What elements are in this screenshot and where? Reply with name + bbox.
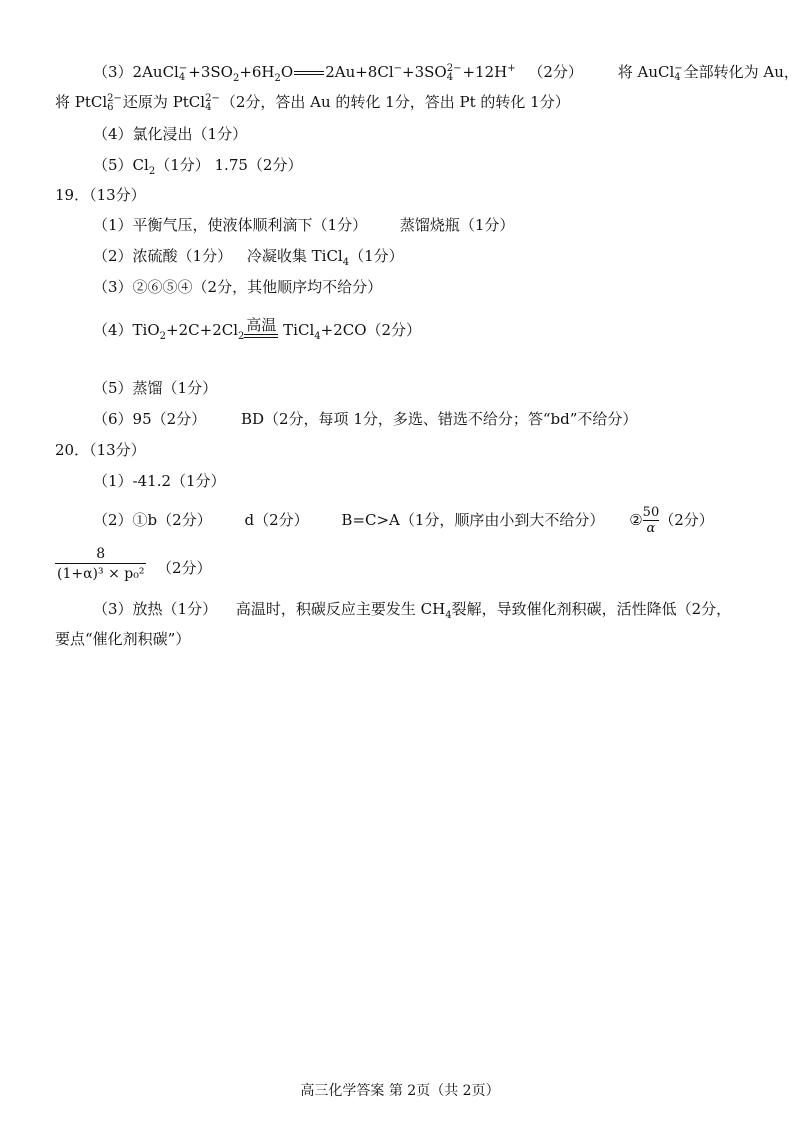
- q18-p5: $(5)Cl_2(1$分） 1.75（2分）: [93, 156, 303, 177]
- q19-p2: （2）浓硫酸（1分） 冷凝收集 TiCl$_4$（1分）: [93, 247, 404, 268]
- fraction-kp-expression: 8 (1+α)³ × p₀²: [57, 546, 145, 582]
- q20-p3: （3）放热（1分） 高温时，积碳反应主要发生 $CH_4$裂解，导致催化剂积碳，活性降低（2分，: [93, 600, 732, 621]
- q19-p4: $(4)TiO_2+2C+2Cl_2$ 高温 TiCl$_4$+2CO（2分）: [93, 316, 422, 342]
- q18-p3-line2: 将 PtCl 2− 6 还原为 PtCl 2− 4 （2分，答出 Au 的转化 1分，答出 Pt 的转化 1分）: [55, 93, 570, 113]
- q20-header: 20．（13分）: [55, 441, 146, 459]
- q18-p3-label: （3）: [93, 63, 133, 81]
- q20-p1: （1）-41.2（1分）: [93, 472, 226, 490]
- q19-p3: （3）②⑥⑤④（2分，其他顺序均不给分）: [93, 278, 383, 296]
- q20-p2: （2）①b（2分） d（2分） B=C>A（1分，顺序由小到大不给分） ② $\frac{50}{\alpha}$ （2分）: [93, 505, 714, 536]
- equals-sign: [294, 71, 324, 75]
- q18-p3-line1: （3）2AuCl − 4 $+3SO_2+6H_2O$ 2Au+8Cl−+3SO 2− 4 +12H+ （2分） 将 AuCl − 4 全部转化为 Au，: [93, 63, 799, 84]
- fraction-50-alpha: $\frac{50}{\alpha}$: [642, 505, 660, 536]
- q20-p2-frac2-score: （2分）: [157, 559, 212, 577]
- q19-p5: （5）蒸馏（1分）: [93, 379, 218, 397]
- q19-header: 19．（13分）: [55, 186, 146, 204]
- q20-p3-line2: 要点“催化剂积碳”）: [55, 630, 191, 648]
- page-footer: 高三化学答案 第 2页（共 2页）: [300, 1083, 500, 1099]
- q19-p6: （6）95（2分） BD（2分，每项 1分，多选、错选不给分；答“bd”不给分）: [93, 410, 638, 428]
- q19-p1: （1）平衡气压，使液体顺利滴下（1分） 蒸馏烧瓶（1分）: [93, 216, 515, 234]
- q18-p4: （4）氯化浸出（1分）: [93, 125, 248, 143]
- reaction-condition: 高温: [244, 316, 278, 344]
